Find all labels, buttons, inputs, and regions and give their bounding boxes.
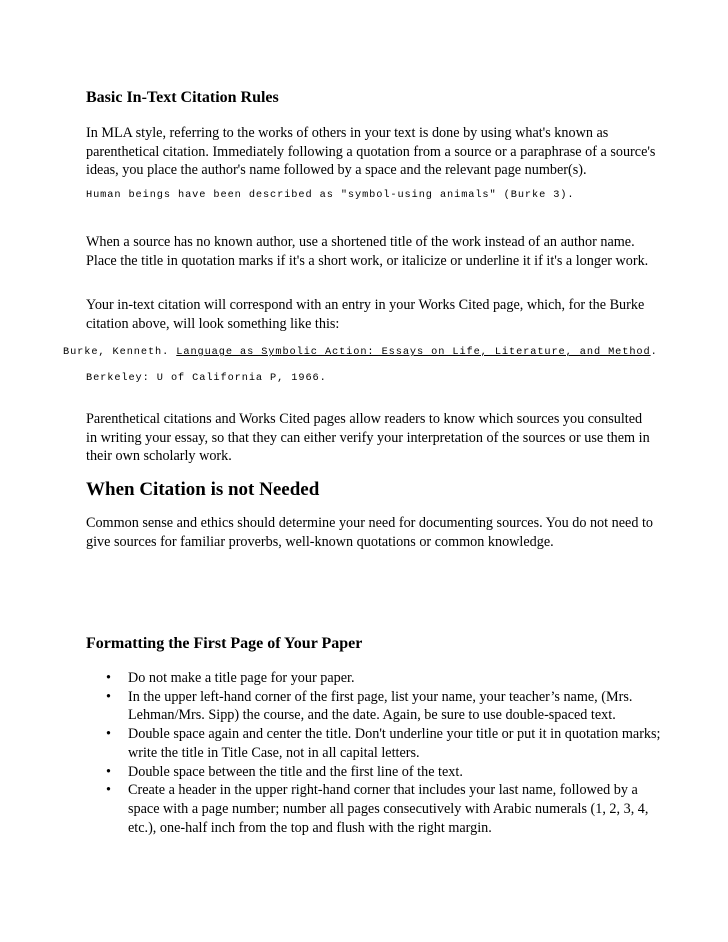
works-cited-period: . <box>650 346 658 358</box>
works-cited-publisher: Berkeley: U of California P, 1966. <box>86 372 327 384</box>
heading-basic-in-text-citation: Basic In-Text Citation Rules <box>86 89 279 106</box>
works-cited-title: Language as Symbolic Action: Essays on Life, Literature, and Method <box>176 346 651 358</box>
list-item: • Double space between the title and the first line of the text. <box>86 763 662 782</box>
works-cited-author: Burke, Kenneth. <box>63 346 170 358</box>
list-item: • In the upper left-hand corner of the first page, list your name, your teacher’s name, (Mrs. Lehman/Mrs. Sipp) the course, and the date. Again, be sure to use double-spaced text. <box>86 688 662 725</box>
list-item: • Do not make a title page for your paper. <box>86 669 662 688</box>
paragraph-common-sense: Common sense and ethics should determine your need for documenting sources. You do not need to give sources for familiar proverbs, well-known quotations or common knowledge. <box>86 515 654 550</box>
code-example-burke: Human beings have been described as "symbol-using animals" (Burke 3). <box>86 189 575 201</box>
list-item: • Create a header in the upper right-hand corner that includes your last name, followed by a space with a page number; number all pages consecutively with Arabic numerals (1, 2, 3, 4, etc.), one-half inch from the top and flush with the right margin. <box>86 781 662 837</box>
formatting-bullet-list <box>86 669 662 837</box>
paragraph-no-known-author: When a source has no known author, use a shortened title of the work instead of an author name. Place the title in quotation marks if it's a short work, or italicize or underline it if it's a longer work. <box>86 234 649 269</box>
heading-when-citation-not-needed: When Citation is not Needed <box>86 479 320 500</box>
heading-formatting-first-page: Formatting the First Page of Your Paper <box>86 635 363 652</box>
list-item: • Double space again and center the title. Don't underline your title or put it in quotation marks; write the title in Title Case, not in all capital letters. <box>86 725 662 762</box>
paragraph-parenthetical-citations: Parenthetical citations and Works Cited pages allow readers to know which sources you consulted in writing your essay, so that they can either verify your interpretation of the sources or use them in their own scholarly work. <box>86 411 650 465</box>
works-cited-entry <box>63 346 658 358</box>
paragraph-mla-style: In MLA style, referring to the works of others in your text is done by using what's known as parenthetical citation. Immediately following a quotation from a source or a paraphrase of a source's ideas, you place the author's name followed by a space and the relevant page number(s). <box>86 125 656 179</box>
paragraph-works-cited-correspond: Your in-text citation will correspond with an entry in your Works Cited page, which, for the Burke citation above, will look something like this: <box>86 297 645 332</box>
